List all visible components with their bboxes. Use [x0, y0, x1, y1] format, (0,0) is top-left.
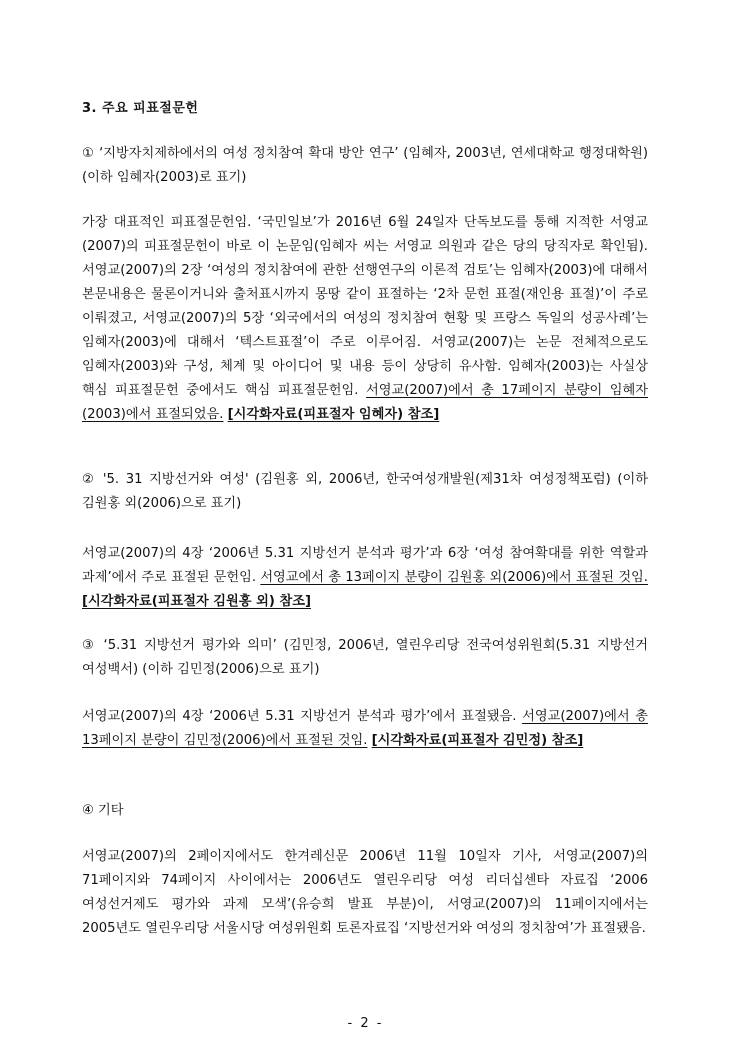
- source-2-text: 서영교(2007)의 4장 ‘2006년 5.31 지방선거 분석과 평가’과 6장 ‘여성 참여확대를 위한 역할과 과제’에서 주로 표절된 문헌임.: [82, 546, 648, 585]
- source-1-underlined-text: 서영교(2007)에서 총 17페이지 분량이 임혜자(2003)에서 표절되었음.: [82, 383, 648, 422]
- source-4-text: 서영교(2007)의 2페이지에서도 한겨레신문 2006년 11월 10일자 기사, 서영교(2007)의 71페이지와 74페이지 사이에서는 2006년도 열린우리당 여성 리더십센타 자료집 ‘2006 여성선거제도 평가와 과제 모색’(유승희 발표 부분)이, 서영교(2007)의 11페이지에서는 2005년도 열린우리당 서울시당 여성위원회 토론자료집 ‘지방선거와 여성의 정치참여’가 표절됐음.: [82, 849, 648, 936]
- source-2-underlined-text: 서영교에서 총 13페이지 분량이 김원홍 외(2006)에서 표절된 것임.: [260, 570, 648, 585]
- source-4-title: ④ 기타: [82, 803, 124, 818]
- source-1-text: 가장 대표적인 피표절문헌임. ‘국민일보’가 2016년 6월 24일자 단독보도를 통해 지적한 서영교(2007)의 피표절문헌이 바로 이 논문임(임혜자 씨는 서영교 의원과 같은 당의 당직자로 확인됨). 서영교(2007)의 2장 ‘여성의 정치참여에 관한 선행연구의 이론적 검토’는 임혜자(2003)에 대해서 본문내용은 물론이거니와 출처표시까지 몽땅 같이 표절하는 ‘2차 문헌 표절(재인용 표절)’이 주로 이뤄졌고, 서영교(2007)의 5장 ‘외국에서의 여성의 정치참여 현황 및 프랑스 독일의 성공사례’는 임혜자(2003)에 대해서 ‘텍스트표절’이 주로 이루어짐. 서영교(2007)는 논문 전체적으로도 임혜자(2003)와 구성, 체계 및 아이디어 및 내용 등이 상당히 유사함. 임혜자(2003)는 사실상 핵심 피표절문헌 중에서도 핵심 피표절문헌임.: [82, 215, 648, 398]
- source-2-reference: [시각화자료(피표절자 김원홍 외) 참조]: [82, 594, 311, 609]
- source-4-body: [82, 845, 648, 941]
- source-2-title: ② '5. 31 지방선거와 여성' (김원홍 외, 2006년, 한국여성개발원(제31차 여성정책포럼) (이하 김원홍 외(2006)으로 표기): [82, 472, 648, 511]
- source-3-body: [82, 705, 648, 753]
- page-number: - 2 -: [347, 1016, 384, 1031]
- source-3-reference: [시각화자료(피표절자 김민정) 참조]: [371, 733, 584, 748]
- source-1-body: [82, 211, 648, 427]
- source-3-text: 서영교(2007)의 4장 ‘2006년 5.31 지방선거 분석과 평가’에서 표절됐음.: [82, 709, 523, 724]
- source-3-underlined-text: 서영교(2007)에서 총 13페이지 분량이 김민정(2006)에서 표절된 것임.: [82, 709, 648, 748]
- source-1-title: ① ‘지방자치제하에서의 여성 정치참여 확대 방안 연구’ (임혜자, 2003년, 연세대학교 행정대학원) (이하 임혜자(2003)로 표기): [82, 146, 648, 185]
- source-3-title: ③ ‘5.31 지방선거 평가와 의미’ (김민정, 2006년, 열린우리당 전국여성위원회(5.31 지방선거 여성백서) (이하 김민정(2006)으로 표기): [82, 638, 648, 677]
- source-1-reference: [시각화자료(피표절자 임혜자) 참조]: [227, 407, 440, 422]
- source-2-body: [82, 542, 648, 614]
- section-heading: 3. 주요 피표절문헌: [82, 101, 199, 116]
